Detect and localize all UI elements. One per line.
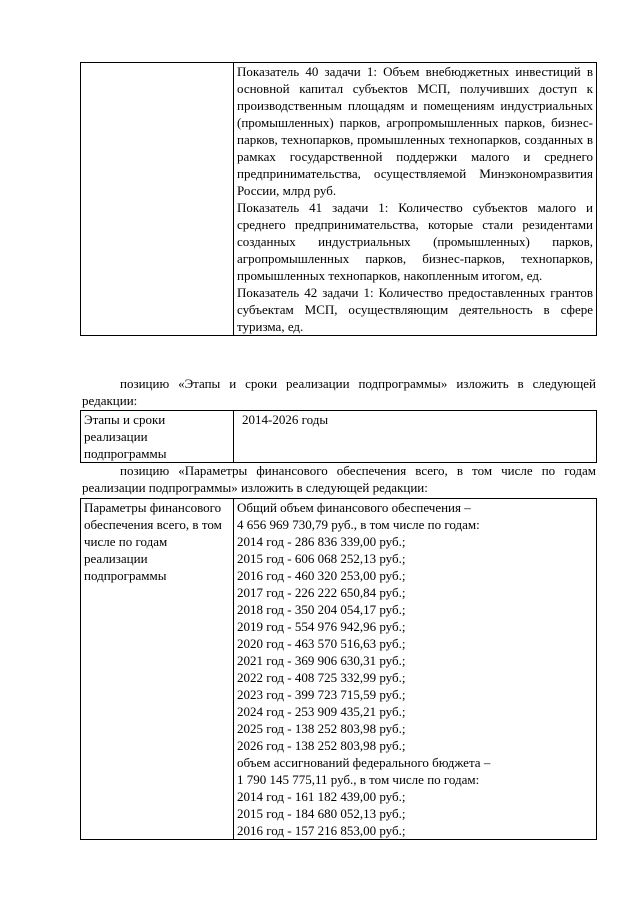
financing-line: 2015 год - 184 680 052,13 руб.; (237, 806, 406, 821)
financing-line: 2026 год - 138 252 803,98 руб.; (237, 738, 406, 753)
financing-line: 2017 год - 226 222 650,84 руб.; (237, 585, 406, 600)
indicators-cell (234, 63, 597, 336)
stages-value-cell: 2014-2026 годы (234, 411, 597, 463)
indicator-41: Показатель 41 задачи 1: Количество субъектов малого и среднего предпринимательства, которые стали резидентами созданных индустриальных (промышленных) парков, агропромышленных парков, бизнес-парков, технопарков, промышленных технопарков, накопленным итогом, ед. (237, 200, 593, 283)
financing-line: 1 790 145 775,11 руб., в том числе по годам: (237, 772, 480, 787)
financing-table (80, 498, 597, 840)
financing-line: 2014 год - 161 182 439,00 руб.; (237, 789, 406, 804)
stages-table (80, 410, 597, 463)
financing-line: 2021 год - 369 906 630,31 руб.; (237, 653, 406, 668)
financing-line: 2015 год - 606 068 252,13 руб.; (237, 551, 406, 566)
financing-line: 2025 год - 138 252 803,98 руб.; (237, 721, 406, 736)
instruction-stages: позицию «Этапы и сроки реализации подпрограммы» изложить в следующей редакции: (82, 376, 596, 408)
financing-line: 2022 год - 408 725 332,99 руб.; (237, 670, 406, 685)
financing-line: Общий объем финансового обеспечения – (237, 500, 471, 515)
instruction-financing: позицию «Параметры финансового обеспечения всего, в том числе по годам реализации подпрограммы» изложить в следующей редакции: (82, 463, 596, 495)
financing-line: 2024 год - 253 909 435,21 руб.; (237, 704, 406, 719)
financing-line: 4 656 969 730,79 руб., в том числе по годам: (237, 517, 480, 532)
financing-line: 2018 год - 350 204 054,17 руб.; (237, 602, 406, 617)
financing-label-cell: Параметры финансового обеспечения всего, в том числе по годам реализации подпрограммы (81, 499, 234, 840)
financing-line: 2016 год - 460 320 253,00 руб.; (237, 568, 406, 583)
financing-line: 2020 год - 463 570 516,63 руб.; (237, 636, 406, 651)
indicator-42: Показатель 42 задачи 1: Количество предоставленных грантов субъектам МСП, осуществляющим деятельность в сфере туризма, ед. (237, 285, 593, 334)
financing-line: 2023 год - 399 723 715,59 руб.; (237, 687, 406, 702)
stages-label-cell: Этапы и сроки реализации подпрограммы (81, 411, 234, 463)
indicators-label-cell (81, 63, 234, 336)
indicator-40: Показатель 40 задачи 1: Объем внебюджетных инвестиций в основной капитал субъектов МСП, получивших доступ к производственным площадям и помещениям индустриальных (промышленных) парков, агропромышленных парков, бизнес-парков, технопарков, промышленных технопарков, созданных в рамках государственной поддержки малого и среднего предпринимательства, осуществляемой Минэкономразвития России, млрд руб. (237, 64, 593, 198)
financing-line: 2014 год - 286 836 339,00 руб.; (237, 534, 406, 549)
financing-line: 2016 год - 157 216 853,00 руб.; (237, 823, 406, 838)
financing-line: 2019 год - 554 976 942,96 руб.; (237, 619, 406, 634)
financing-value-cell (234, 499, 597, 840)
indicators-table (80, 62, 597, 336)
financing-line: объем ассигнований федерального бюджета – (237, 755, 491, 770)
